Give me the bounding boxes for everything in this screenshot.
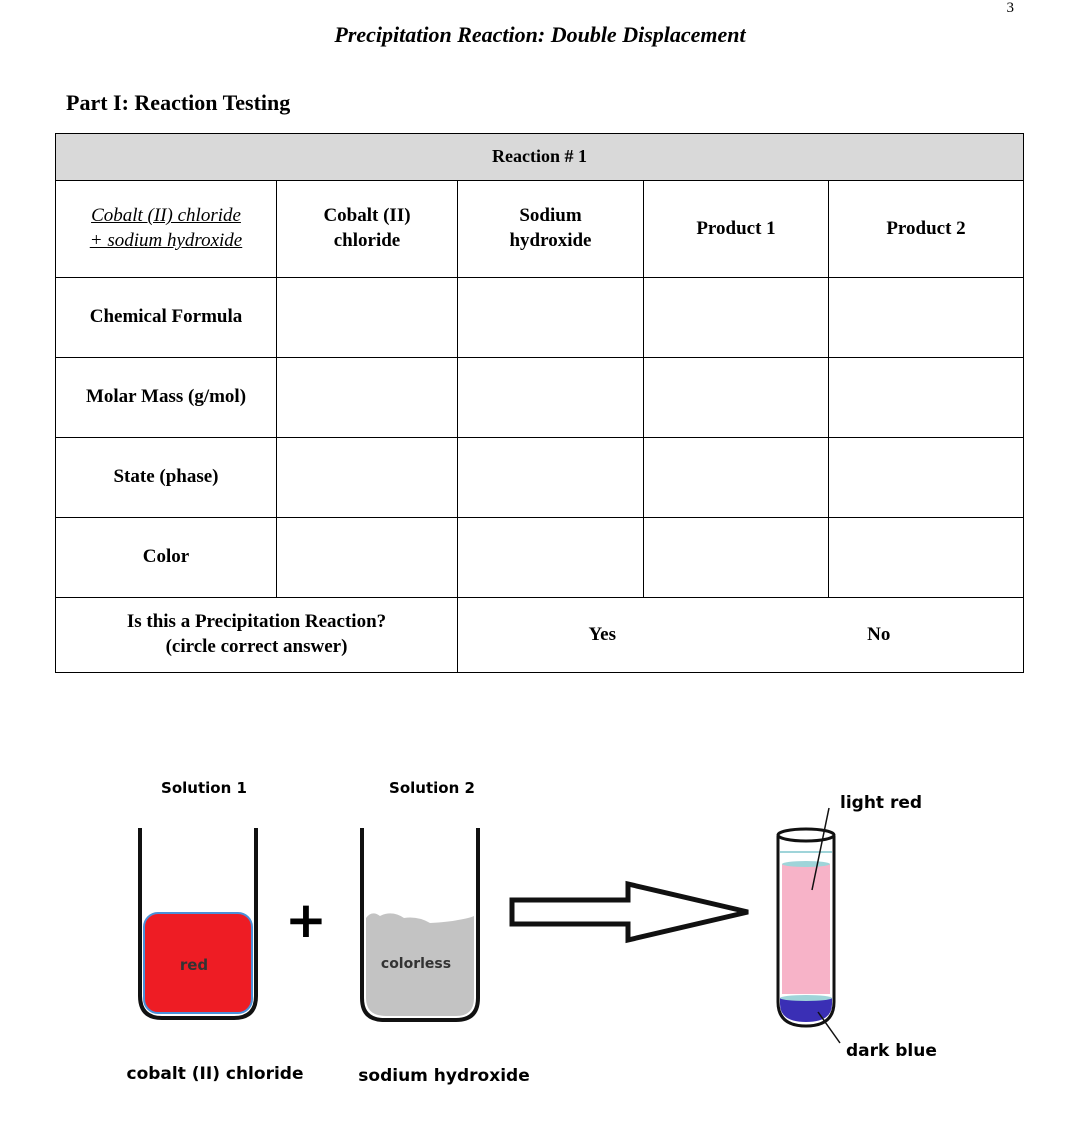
solution1-name: cobalt (II) chloride (126, 1064, 304, 1084)
test-tube-rim (778, 829, 834, 841)
answer-cell[interactable] (277, 278, 458, 358)
column-header-line2: hydroxide (509, 230, 592, 251)
answer-cell[interactable] (829, 278, 1024, 358)
answer-cell[interactable] (458, 278, 644, 358)
answer-cell[interactable] (277, 438, 458, 518)
solution1-title: Solution 1 (161, 779, 247, 797)
answer-cell[interactable] (458, 438, 644, 518)
reaction-equation-line2: + sodium hydroxide (89, 230, 243, 251)
light-red-label: light red (840, 793, 923, 813)
part-heading: Part I: Reaction Testing (66, 90, 291, 115)
beaker-2 (362, 828, 478, 1020)
question-line1: Is this a Precipitation Reaction? (126, 611, 387, 633)
answer-cell[interactable] (458, 518, 644, 598)
table-row-state (56, 438, 1024, 518)
answer-cell[interactable] (644, 518, 829, 598)
solution2-liquid-label: colorless (380, 956, 452, 972)
column-header-sodium-hydroxide (458, 181, 644, 278)
solution1-liquid-label: red (179, 956, 209, 974)
table-row-precipitation-question (56, 598, 1024, 673)
answer-cell[interactable] (644, 438, 829, 518)
solution2-name: sodium hydroxide (358, 1066, 530, 1086)
column-header-cobalt-chloride (277, 181, 458, 278)
answer-cell[interactable] (829, 438, 1024, 518)
reaction-table (55, 133, 1024, 673)
row-label: Color (56, 518, 277, 598)
reaction-equation-line1: Cobalt (II) chloride (91, 205, 241, 227)
dark-blue-precipitate (780, 998, 832, 1022)
table-row-molar-mass (56, 358, 1024, 438)
answer-yes[interactable]: Yes (588, 623, 616, 645)
beaker-1 (140, 828, 256, 1018)
answer-no[interactable]: No (867, 623, 891, 645)
row-label: State (phase) (56, 438, 277, 518)
solution2-title: Solution 2 (389, 779, 475, 797)
document-title: Precipitation Reaction: Double Displacement (334, 22, 746, 47)
column-header-line1: Sodium (519, 205, 582, 227)
dark-blue-label: dark blue (846, 1041, 937, 1061)
column-header-row (56, 181, 1024, 278)
liquid-surface (782, 861, 830, 867)
column-header-line2: chloride (333, 230, 401, 251)
column-header-product-1: Product 1 (644, 181, 829, 278)
answer-cell[interactable] (277, 518, 458, 598)
question-line2: (circle correct answer) (165, 636, 348, 657)
layer-boundary (780, 995, 832, 1001)
answer-cell[interactable] (829, 518, 1024, 598)
page-number: 3 (1006, 0, 1014, 16)
answer-cell[interactable] (458, 358, 644, 438)
table-row-chemical-formula (56, 278, 1024, 358)
reaction-diagram (0, 760, 1080, 1120)
answer-cell[interactable] (829, 358, 1024, 438)
reaction-diagram-svg (0, 760, 1080, 1120)
reaction-arrow-icon (512, 884, 748, 940)
row-label: Molar Mass (g/mol) (56, 358, 277, 438)
answer-cell[interactable] (644, 358, 829, 438)
light-red-layer (782, 864, 830, 994)
table-row-color (56, 518, 1024, 598)
reaction-number-header: Reaction # 1 (56, 134, 1024, 181)
plus-sign: + (285, 891, 327, 949)
answer-choices (458, 598, 1024, 673)
reaction-equation-cell (56, 181, 277, 278)
row-label: Chemical Formula (56, 278, 277, 358)
precipitation-question (56, 598, 458, 673)
column-header-product-2: Product 2 (829, 181, 1024, 278)
table-header-row (56, 134, 1024, 181)
answer-cell[interactable] (644, 278, 829, 358)
test-tube (778, 829, 834, 1026)
answer-cell[interactable] (277, 358, 458, 438)
column-header-line1: Cobalt (II) (323, 205, 411, 227)
